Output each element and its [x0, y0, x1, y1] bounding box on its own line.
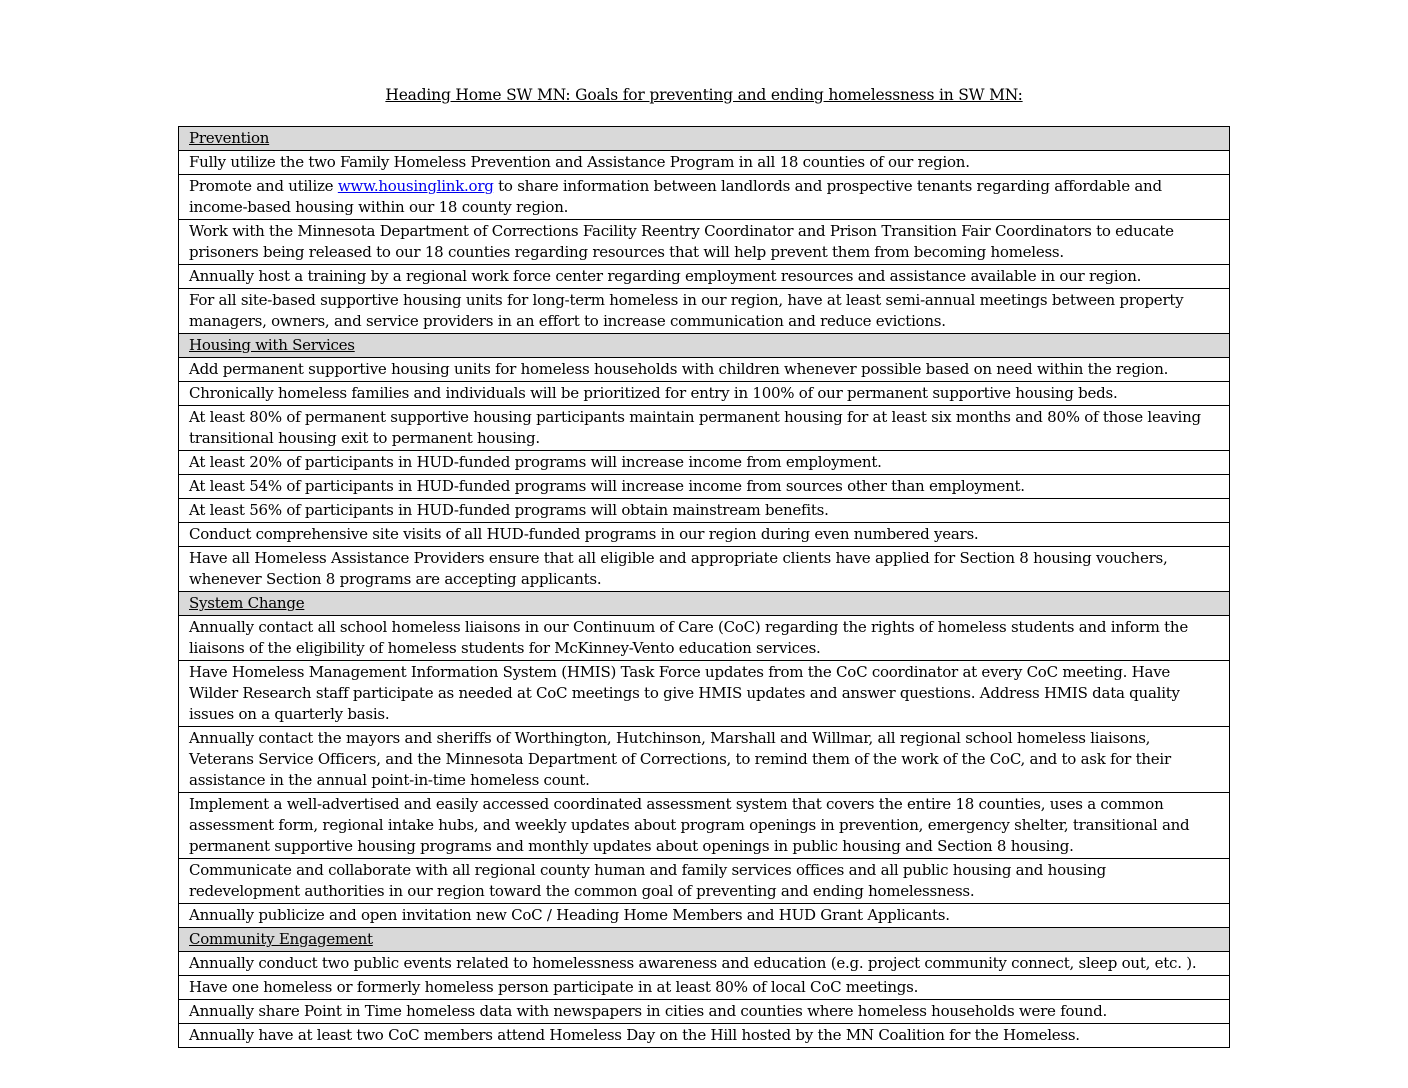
- section-header-row: [179, 928, 1230, 952]
- goals-table: [178, 126, 1230, 1048]
- table-row: [179, 499, 1230, 523]
- section-heading-housing-with-services: Housing with Services: [179, 334, 1230, 358]
- goal-cell: Have all Homeless Assistance Providers ensure that all eligible and appropriate clients have applied for Section 8 housing vouchers, whenever Section 8 programs are accepting applicants.: [179, 547, 1230, 592]
- table-row: [179, 616, 1230, 661]
- goal-cell: Annually share Point in Time homeless data with newspapers in cities and counties where homeless households were found.: [179, 1000, 1230, 1024]
- table-row: [179, 475, 1230, 499]
- table-row: [179, 976, 1230, 1000]
- goal-cell: Annually contact all school homeless liaisons in our Continuum of Care (CoC) regarding the rights of homeless students and inform the liaisons of the eligibility of homeless students for McKinney-Vento education services.: [179, 616, 1230, 661]
- table-row: [179, 859, 1230, 904]
- table-row: [179, 1000, 1230, 1024]
- table-row: [179, 265, 1230, 289]
- document-title: Heading Home SW MN: Goals for preventing and ending homelessness in SW MN:: [385, 86, 1023, 104]
- table-row: [179, 952, 1230, 976]
- goal-cell: For all site-based supportive housing units for long-term homeless in our region, have at least semi-annual meetings between property managers, owners, and service providers in an effort to increase communication and reduce evictions.: [179, 289, 1230, 334]
- goal-cell: Annually host a training by a regional work force center regarding employment resources and assistance available in our region.: [179, 265, 1230, 289]
- table-row: [179, 451, 1230, 475]
- table-row: [179, 547, 1230, 592]
- goal-cell: At least 56% of participants in HUD-funded programs will obtain mainstream benefits.: [179, 499, 1230, 523]
- table-row: [179, 289, 1230, 334]
- goal-cell: Work with the Minnesota Department of Corrections Facility Reentry Coordinator and Prison Transition Fair Coordinators to educate prisoners being released to our 18 counties regarding resources that will help prevent them from becoming homeless.: [179, 220, 1230, 265]
- table-row: [179, 406, 1230, 451]
- goal-cell: Have Homeless Management Information System (HMIS) Task Force updates from the CoC coordinator at every CoC meeting. Have Wilder Research staff participate as needed at CoC meetings to give HMIS updates and answer questions. Address HMIS data quality issues on a quarterly basis.: [179, 661, 1230, 727]
- goal-cell: At least 80% of permanent supportive housing participants maintain permanent housing for at least six months and 80% of those leaving transitional housing exit to permanent housing.: [179, 406, 1230, 451]
- table-row: [179, 727, 1230, 793]
- section-header-row: [179, 592, 1230, 616]
- goal-cell: Chronically homeless families and individuals will be prioritized for entry in 100% of our permanent supportive housing beds.: [179, 382, 1230, 406]
- section-header-row: [179, 334, 1230, 358]
- table-row: [179, 904, 1230, 928]
- goal-cell: Conduct comprehensive site visits of all HUD-funded programs in our region during even numbered years.: [179, 523, 1230, 547]
- table-row: [179, 793, 1230, 859]
- goal-cell: At least 20% of participants in HUD-funded programs will increase income from employment.: [179, 451, 1230, 475]
- goal-cell: Annually publicize and open invitation new CoC / Heading Home Members and HUD Grant Applicants.: [179, 904, 1230, 928]
- goal-cell: Annually contact the mayors and sheriffs of Worthington, Hutchinson, Marshall and Willmar, all regional school homeless liaisons, Veterans Service Officers, and the Minnesota Department of Corrections, to remind them of the work of the CoC, and to ask for their assistance in the annual point-in-time homeless count.: [179, 727, 1230, 793]
- goal-cell: Add permanent supportive housing units for homeless households with children whenever possible based on need within the region.: [179, 358, 1230, 382]
- table-row: [179, 358, 1230, 382]
- table-row: [179, 151, 1230, 175]
- goal-text: to share information between landlords and prospective tenants regarding affordable and income-based housing within our 18 county region.: [189, 177, 1162, 216]
- table-row: [179, 661, 1230, 727]
- section-heading-system-change: System Change: [179, 592, 1230, 616]
- goal-cell: Annually conduct two public events related to homelessness awareness and education (e.g. project community connect, sleep out, etc. ).: [179, 952, 1230, 976]
- goal-cell: Communicate and collaborate with all regional county human and family services offices and all public housing and housing redevelopment authorities in our region toward the common goal of preventing and ending homelessness.: [179, 859, 1230, 904]
- table-row: [179, 382, 1230, 406]
- housinglink-link[interactable]: www.housinglink.org: [337, 177, 494, 195]
- goal-cell: Implement a well-advertised and easily accessed coordinated assessment system that covers the entire 18 counties, uses a common assessment form, regional intake hubs, and weekly updates about program openings in prevention, emergency shelter, transitional and permanent supportive housing programs and monthly updates about openings in public housing and Section 8 housing.: [179, 793, 1230, 859]
- goal-cell: Fully utilize the two Family Homeless Prevention and Assistance Program in all 18 counties of our region.: [179, 151, 1230, 175]
- goal-cell: At least 54% of participants in HUD-funded programs will increase income from sources other than employment.: [179, 475, 1230, 499]
- section-heading-community-engagement: Community Engagement: [179, 928, 1230, 952]
- goal-cell: Have one homeless or formerly homeless person participate in at least 80% of local CoC meetings.: [179, 976, 1230, 1000]
- table-row: [179, 220, 1230, 265]
- table-row: [179, 1024, 1230, 1048]
- table-row: [179, 523, 1230, 547]
- section-heading-prevention: Prevention: [179, 127, 1230, 151]
- goal-cell: Annually have at least two CoC members attend Homeless Day on the Hill hosted by the MN Coalition for the Homeless.: [179, 1024, 1230, 1048]
- section-header-row: [179, 127, 1230, 151]
- goal-cell: [179, 175, 1230, 220]
- table-row: [179, 175, 1230, 220]
- goal-text: Promote and utilize: [189, 177, 338, 195]
